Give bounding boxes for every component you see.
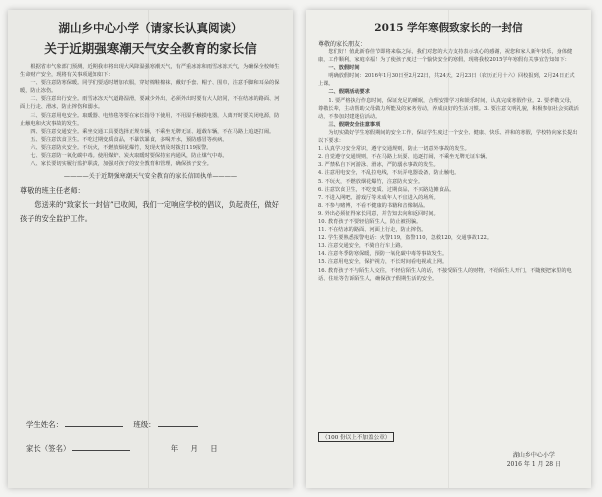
left-item: 一、要注意防寒保暖。同学们要适时增加衣服，穿好棉鞋棉袜，戴好手套、帽子、围巾，注意手脚和耳朵的保暖，防止冻伤。 — [20, 80, 280, 95]
left-title-school: 湖山乡中心小学（请家长认真阅读） — [58, 21, 243, 35]
fold-line — [448, 10, 449, 488]
rule-item: 16. 教育孩子不与陌生人交往，不轻信陌生人的话，不接受陌生人的财物，不给陌生人开门，不随便把家里的电话、住址等告诉陌生人，确保孩子假期生活的安全。 — [318, 267, 572, 282]
rule-item: 15. 注意用电安全，保护视力，不长时间看电视或上网。 — [318, 259, 448, 266]
receipt-section — [8, 184, 293, 226]
day-label: 日 — [210, 444, 218, 453]
left-item: 三、要注意用电安全。取暖器、电热毯等要在家长指导下使用，不用湿手触摸电器，人离开时要关闭电源，防止触电和火灾事故的发生。 — [20, 112, 280, 127]
left-item: 四、要注意交通安全。乘坐交通工具要选择正规车辆，不乘坐无牌无证、超载车辆，不在马路上追逐打闹。 — [30, 128, 275, 135]
right-title: 2015 学年寒假致家长的一封信 — [374, 22, 523, 34]
student-info-row — [26, 418, 206, 430]
parent-sign-row — [26, 442, 218, 454]
left-notice-sheet — [8, 10, 293, 488]
rule-item: 5. 不玩火，不燃放烟花爆竹，注意防火安全。 — [318, 178, 424, 185]
rule-item: 3. 严禁私自下河游泳、滑冰，严防溺水事故的发生。 — [318, 162, 439, 169]
left-body — [8, 63, 293, 168]
student-name-field[interactable] — [65, 418, 123, 427]
note-box: （100 份以上不加盖公章） — [318, 432, 394, 442]
section-text: 明确放假时间：2016年1月30日至2月22日，共24天，2月23日（农历正月十六）回校报到，2月24日正式上课。 — [318, 73, 575, 88]
year-label: 年 — [170, 444, 179, 453]
student-name-label: 学生姓名： — [26, 420, 63, 429]
right-letter-sheet — [306, 10, 591, 488]
parent-sign-label: 家长（签名） — [26, 444, 71, 453]
left-item: 六、要注意防火安全。不玩火，不燃放烟花爆竹，发现火情及时拨打119报警。 — [30, 144, 212, 151]
month-label: 月 — [190, 444, 198, 453]
rule-item: 6. 注意饮食卫生，不吃变质、过期食品，不买路边摊食品。 — [318, 186, 455, 193]
rule-item: 9. 外出必须征得家长同意，并告知去向和返回时间。 — [318, 210, 439, 217]
parent-sign-field[interactable] — [72, 442, 130, 451]
left-title-main: 关于近期强寒潮天气安全教育的家长信 — [44, 41, 257, 56]
rule-item: 13. 注意交通安全，不骑自行车上路。 — [318, 243, 406, 250]
rule-item: 10. 教育孩子不要轻信陌生人，防止被拐骗。 — [318, 218, 422, 225]
rule-item: 12. 学生要熟悉报警电话：火警119，盗警110，急救120，交通事故122。 — [318, 235, 493, 242]
rule-item: 8. 不参与赌博，不看不健康的书籍和音像制品。 — [318, 202, 429, 209]
section-head: 二、假期活动要求 — [328, 89, 370, 96]
section-head: 三、假期安全注意事项 — [328, 121, 381, 128]
receipt-body: 您送来的“致家长一封信”已收阅，我们一定响应学校的倡议，负起责任，做好孩子的安全监护工作。 — [20, 200, 279, 224]
rule-item: 11. 不在结冰的路面、河面上行走，防止摔伤。 — [318, 227, 427, 234]
left-intro: 根据省市气象部门预测，近期我市将出现大风降温强寒潮天气，有严重冰冻和雨雪冰冻天气，为确保全校师生生命财产安全，现将有关事项通知如下： — [20, 64, 280, 79]
left-item: 二、要注意出行安全。雨雪冰冻天气道路湿滑，要减少外出，必须外出时要有大人陪同，不在结冰的路面、河面上行走、滑冰，防止摔伤和溺水。 — [20, 96, 280, 111]
school-name: 湖山乡中心小学 — [512, 452, 555, 459]
class-label: 班级： — [133, 420, 156, 429]
left-item: 七、要注意防一氧化碳中毒。使用煤炉、炭火取暖时要保持室内通风，防止煤气中毒。 — [30, 153, 228, 160]
signoff — [507, 450, 561, 468]
letter-date: 2016 年 1 月 28 日 — [506, 461, 561, 468]
rule-item: 14. 注意冬季防寒保暖，预防一氧化碳中毒等事故发生。 — [318, 251, 448, 258]
section-head: 一、放假时间 — [328, 65, 360, 72]
section-text: 1. 要严格执行作息时间，保证充足的睡眠，合理安排学习和娱乐时间，认真完成寒假作业。2. 要孝敬父母，尊敬长辈，主动帮助父母做力所能及的家务劳动，养成良好的生活习惯。3. 要注意文明礼貌，积极参加社会实践活动，不参加封建迷信活动。 — [318, 97, 579, 120]
right-intro: 您们好！值此新春佳节即将来临之际，我们对您的大力支持表示衷心的感谢，祝您和家人新年快乐，身体健康，工作顺利，家庭幸福！为了使孩子度过一个愉快安全的寒假，现将我校2015学年寒假有关事宜告知如下： — [318, 49, 573, 64]
rule-item: 2. 自觉遵守交通规则，不在马路上玩耍、追逐打闹，不乘坐无牌无证车辆。 — [318, 154, 491, 161]
rule-item: 4. 注意用电安全，不乱拉电线，不玩弄电器设备，防止触电。 — [318, 170, 460, 177]
section-text: 为切实做好学生寒假期间的安全工作，保证学生度过一个安全、健康、快乐、祥和的寒假，学校特向家长提出以下要求： — [318, 129, 578, 145]
right-salute: 尊敬的家长朋友： — [318, 41, 367, 48]
rule-item: 1. 认真学习安全常识，遵守交通规则，防止一切意外事故的发生。 — [318, 146, 470, 153]
left-item: 五、要注意饮食卫生。不吃过期变质食品，不暴饮暴食，多喝开水，预防感冒等疾病。 — [30, 136, 228, 143]
rule-item: 7. 不进入网吧、游戏厅等未成年人不宜进入的场所。 — [318, 194, 439, 201]
fold-line — [148, 10, 149, 488]
receipt-cut-line: ————关于近期强寒潮天气安全教育的家长信回执单———— — [63, 173, 238, 181]
receipt-salute: 尊敬的班主任老师： — [20, 186, 85, 196]
class-field[interactable] — [158, 418, 198, 427]
left-item: 八、家长要切实履行监护职责，加强对孩子的安全教育和管理，确保孩子安全。 — [30, 161, 212, 168]
